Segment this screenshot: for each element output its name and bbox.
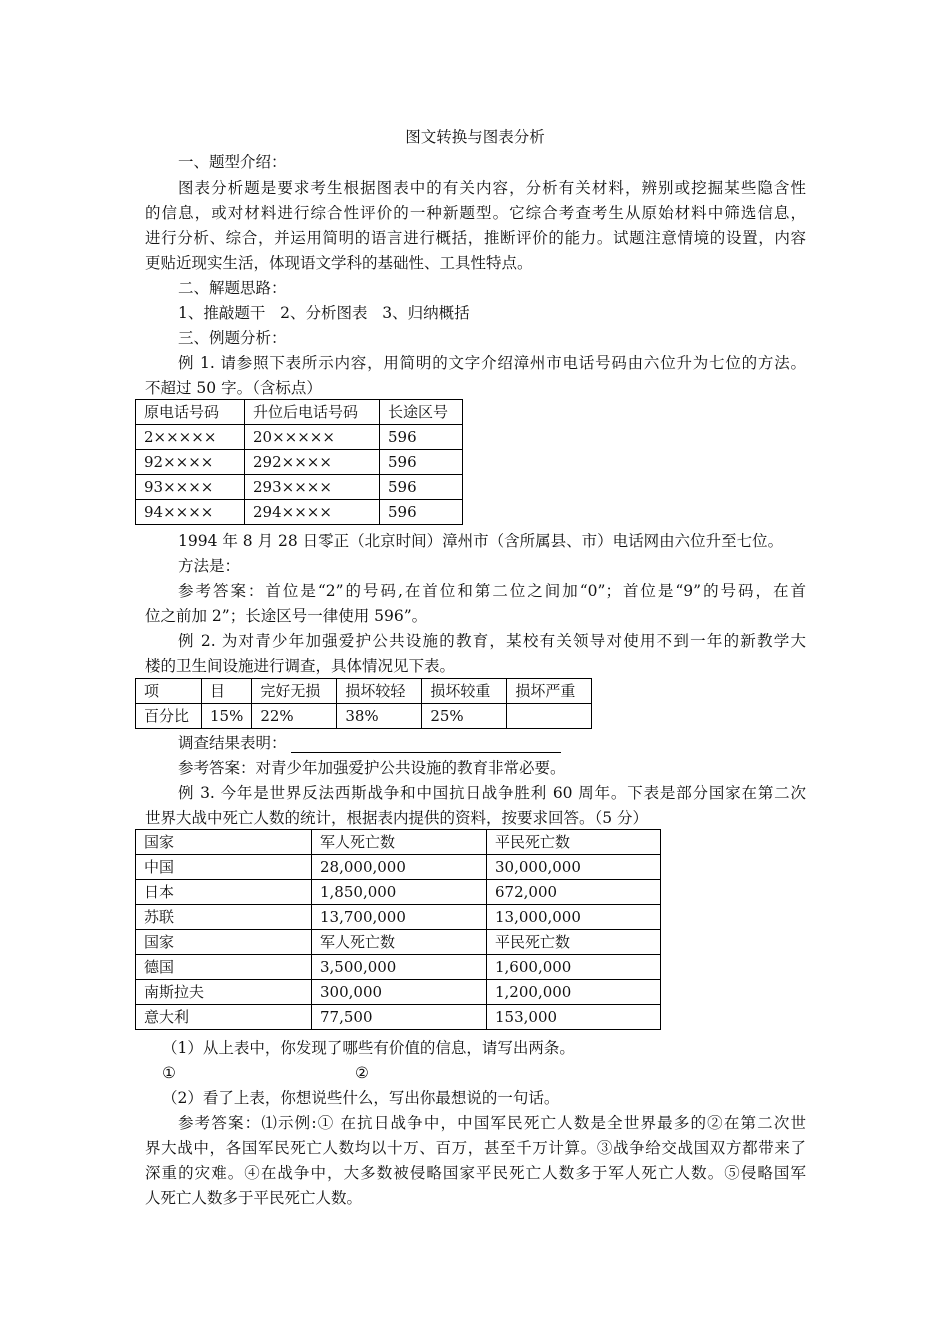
example2-result-label: 调查结果表明： bbox=[178, 734, 287, 752]
table-header-cell: 损坏较轻 bbox=[337, 679, 422, 704]
table-cell: 92×××× bbox=[136, 450, 245, 475]
table-row bbox=[136, 704, 592, 729]
table-cell: 平民死亡数 bbox=[487, 830, 661, 855]
table-cell: 672,000 bbox=[487, 880, 661, 905]
table-header-row bbox=[136, 400, 463, 425]
table-cell: 294×××× bbox=[245, 500, 380, 525]
facility-survey-table bbox=[135, 678, 592, 729]
section-heading-intro: 一、题型介绍： bbox=[178, 153, 287, 171]
example1-note: 1994 年 8 月 28 日零正（北京时间）漳州市（含所属县、市）电话网由六位升至七位。 bbox=[178, 532, 784, 550]
table-cell: 百分比 bbox=[136, 704, 202, 729]
table-cell: 13,000,000 bbox=[487, 905, 661, 930]
table-row bbox=[136, 855, 661, 880]
example3-answer-line: 界大战中，各国军民死亡人数均以十万、百万，甚至千万计算。③战争给交战国双方都带来了 bbox=[145, 1139, 806, 1157]
table-cell bbox=[507, 704, 592, 729]
table-cell: 22% bbox=[252, 704, 337, 729]
intro-paragraph-line: 图表分析题是要求考生根据图表中的有关内容，分析有关材料，辨别或挖掘某些隐含性 bbox=[178, 179, 806, 197]
table-header-cell: 损坏严重 bbox=[507, 679, 592, 704]
table-cell: 苏联 bbox=[136, 905, 312, 930]
example2-result-line bbox=[178, 733, 561, 753]
table-header-cell: 升位后电话号码 bbox=[245, 400, 380, 425]
table-cell: 1,600,000 bbox=[487, 955, 661, 980]
table-header-cell: 项 bbox=[136, 679, 202, 704]
table-cell: 30,000,000 bbox=[487, 855, 661, 880]
table-row bbox=[136, 450, 463, 475]
phone-number-table bbox=[135, 399, 463, 525]
table-row bbox=[136, 980, 661, 1005]
table-cell: 2××××× bbox=[136, 425, 245, 450]
table-cell: 38% bbox=[337, 704, 422, 729]
table-cell: 军人死亡数 bbox=[312, 830, 487, 855]
table-cell: 293×××× bbox=[245, 475, 380, 500]
table-row bbox=[136, 475, 463, 500]
table-cell: 军人死亡数 bbox=[312, 930, 487, 955]
table-cell: 93×××× bbox=[136, 475, 245, 500]
answer-marker-1: ① bbox=[162, 1064, 176, 1082]
example2-answer: 参考答案：对青少年加强爱护公共设施的教育非常必要。 bbox=[178, 759, 566, 777]
table-header-cell: 目 bbox=[202, 679, 252, 704]
table-cell: 德国 bbox=[136, 955, 312, 980]
table-cell: 28,000,000 bbox=[312, 855, 487, 880]
example1-method: 方法是： bbox=[178, 557, 241, 575]
table-cell: 596 bbox=[380, 450, 463, 475]
example1-question-line: 不超过 50 字。（含标点） bbox=[145, 379, 322, 397]
example1-question-line: 例 1. 请参照下表所示内容，用简明的文字介绍漳州市电话号码由六位升为七位的方法。 bbox=[178, 354, 806, 372]
ww2-casualty-table bbox=[135, 829, 661, 1030]
table-header-cell: 损坏较重 bbox=[422, 679, 507, 704]
example3-answer-line: 人死亡人数多于平民死亡人数。 bbox=[145, 1189, 363, 1207]
example3-question-line: 世界大战中死亡人数的统计，根据表内提供的资料，按要求回答。（5 分） bbox=[145, 809, 649, 827]
approach-steps: 1、推敲题干 2、分析图表 3、归纳概括 bbox=[178, 304, 470, 322]
table-row bbox=[136, 905, 661, 930]
table-cell: 1,200,000 bbox=[487, 980, 661, 1005]
table-cell: 3,500,000 bbox=[312, 955, 487, 980]
example3-subquestion-2: （2）看了上表，你想说些什么，写出你最想说的一句话。 bbox=[162, 1089, 560, 1107]
table-cell: 596 bbox=[380, 425, 463, 450]
intro-paragraph-line: 进行分析、综合，并运用简明的语言进行概括，推断评价的能力。试题注意情境的设置，内容 bbox=[145, 229, 806, 247]
table-cell: 日本 bbox=[136, 880, 312, 905]
example2-question-line: 楼的卫生间设施进行调查，具体情况见下表。 bbox=[145, 657, 456, 675]
example3-answer-line: 深重的灾难。④在战争中，大多数被侵略国家平民死亡人数多于军人死亡人数。⑤侵略国军 bbox=[145, 1164, 806, 1182]
table-cell: 1,850,000 bbox=[312, 880, 487, 905]
answer-blank bbox=[291, 736, 561, 753]
table-header-cell: 完好无损 bbox=[252, 679, 337, 704]
example1-answer-line: 参考答案：首位是“2”的号码,在首位和第二位之间加“0”；首位是“9”的号码，在首 bbox=[178, 582, 806, 600]
table-cell: 中国 bbox=[136, 855, 312, 880]
table-cell: 平民死亡数 bbox=[487, 930, 661, 955]
example3-subquestion-1: （1）从上表中，你发现了哪些有价值的信息，请写出两条。 bbox=[162, 1039, 575, 1057]
table-cell: 20××××× bbox=[245, 425, 380, 450]
example2-question-line: 例 2. 为对青少年加强爱护公共设施的教育，某校有关领导对使用不到一年的新教学大 bbox=[178, 632, 806, 650]
table-row bbox=[136, 425, 463, 450]
table-cell: 国家 bbox=[136, 830, 312, 855]
table-cell: 596 bbox=[380, 500, 463, 525]
table-cell: 13,700,000 bbox=[312, 905, 487, 930]
table-cell: 596 bbox=[380, 475, 463, 500]
table-cell: 25% bbox=[422, 704, 507, 729]
table-header-cell: 长途区号 bbox=[380, 400, 463, 425]
table-row bbox=[136, 930, 661, 955]
table-row bbox=[136, 830, 661, 855]
example3-question-line: 例 3. 今年是世界反法西斯战争和中国抗日战争胜利 60 周年。下表是部分国家在第二次 bbox=[178, 784, 806, 802]
table-row bbox=[136, 500, 463, 525]
table-cell: 意大利 bbox=[136, 1005, 312, 1030]
table-row bbox=[136, 955, 661, 980]
example1-answer-line: 位之前加 2”；长途区号一律使用 596”。 bbox=[145, 607, 428, 625]
table-cell: 77,500 bbox=[312, 1005, 487, 1030]
table-cell: 15% bbox=[202, 704, 252, 729]
table-cell: 94×××× bbox=[136, 500, 245, 525]
table-cell: 300,000 bbox=[312, 980, 487, 1005]
answer-marker-2: ② bbox=[355, 1064, 369, 1082]
example3-answer-line: 参考答案：⑴示例:① 在抗日战争中，中国军民死亡人数是全世界最多的②在第二次世 bbox=[178, 1114, 806, 1132]
page-title: 图文转换与图表分析 bbox=[405, 128, 545, 146]
table-row bbox=[136, 880, 661, 905]
table-cell: 国家 bbox=[136, 930, 312, 955]
table-cell: 153,000 bbox=[487, 1005, 661, 1030]
table-header-row bbox=[136, 679, 592, 704]
table-cell: 292×××× bbox=[245, 450, 380, 475]
table-header-cell: 原电话号码 bbox=[136, 400, 245, 425]
intro-paragraph-line: 更贴近现实生活，体现语文学科的基础性、工具性特点。 bbox=[145, 254, 533, 272]
table-row bbox=[136, 1005, 661, 1030]
intro-paragraph-line: 的信息，或对材料进行综合性评价的一种新题型。它综合考查考生从原始材料中筛选信息， bbox=[145, 204, 806, 222]
section-heading-examples: 三、例题分析： bbox=[178, 329, 287, 347]
section-heading-approach: 二、解题思路： bbox=[178, 279, 287, 297]
table-cell: 南斯拉夫 bbox=[136, 980, 312, 1005]
